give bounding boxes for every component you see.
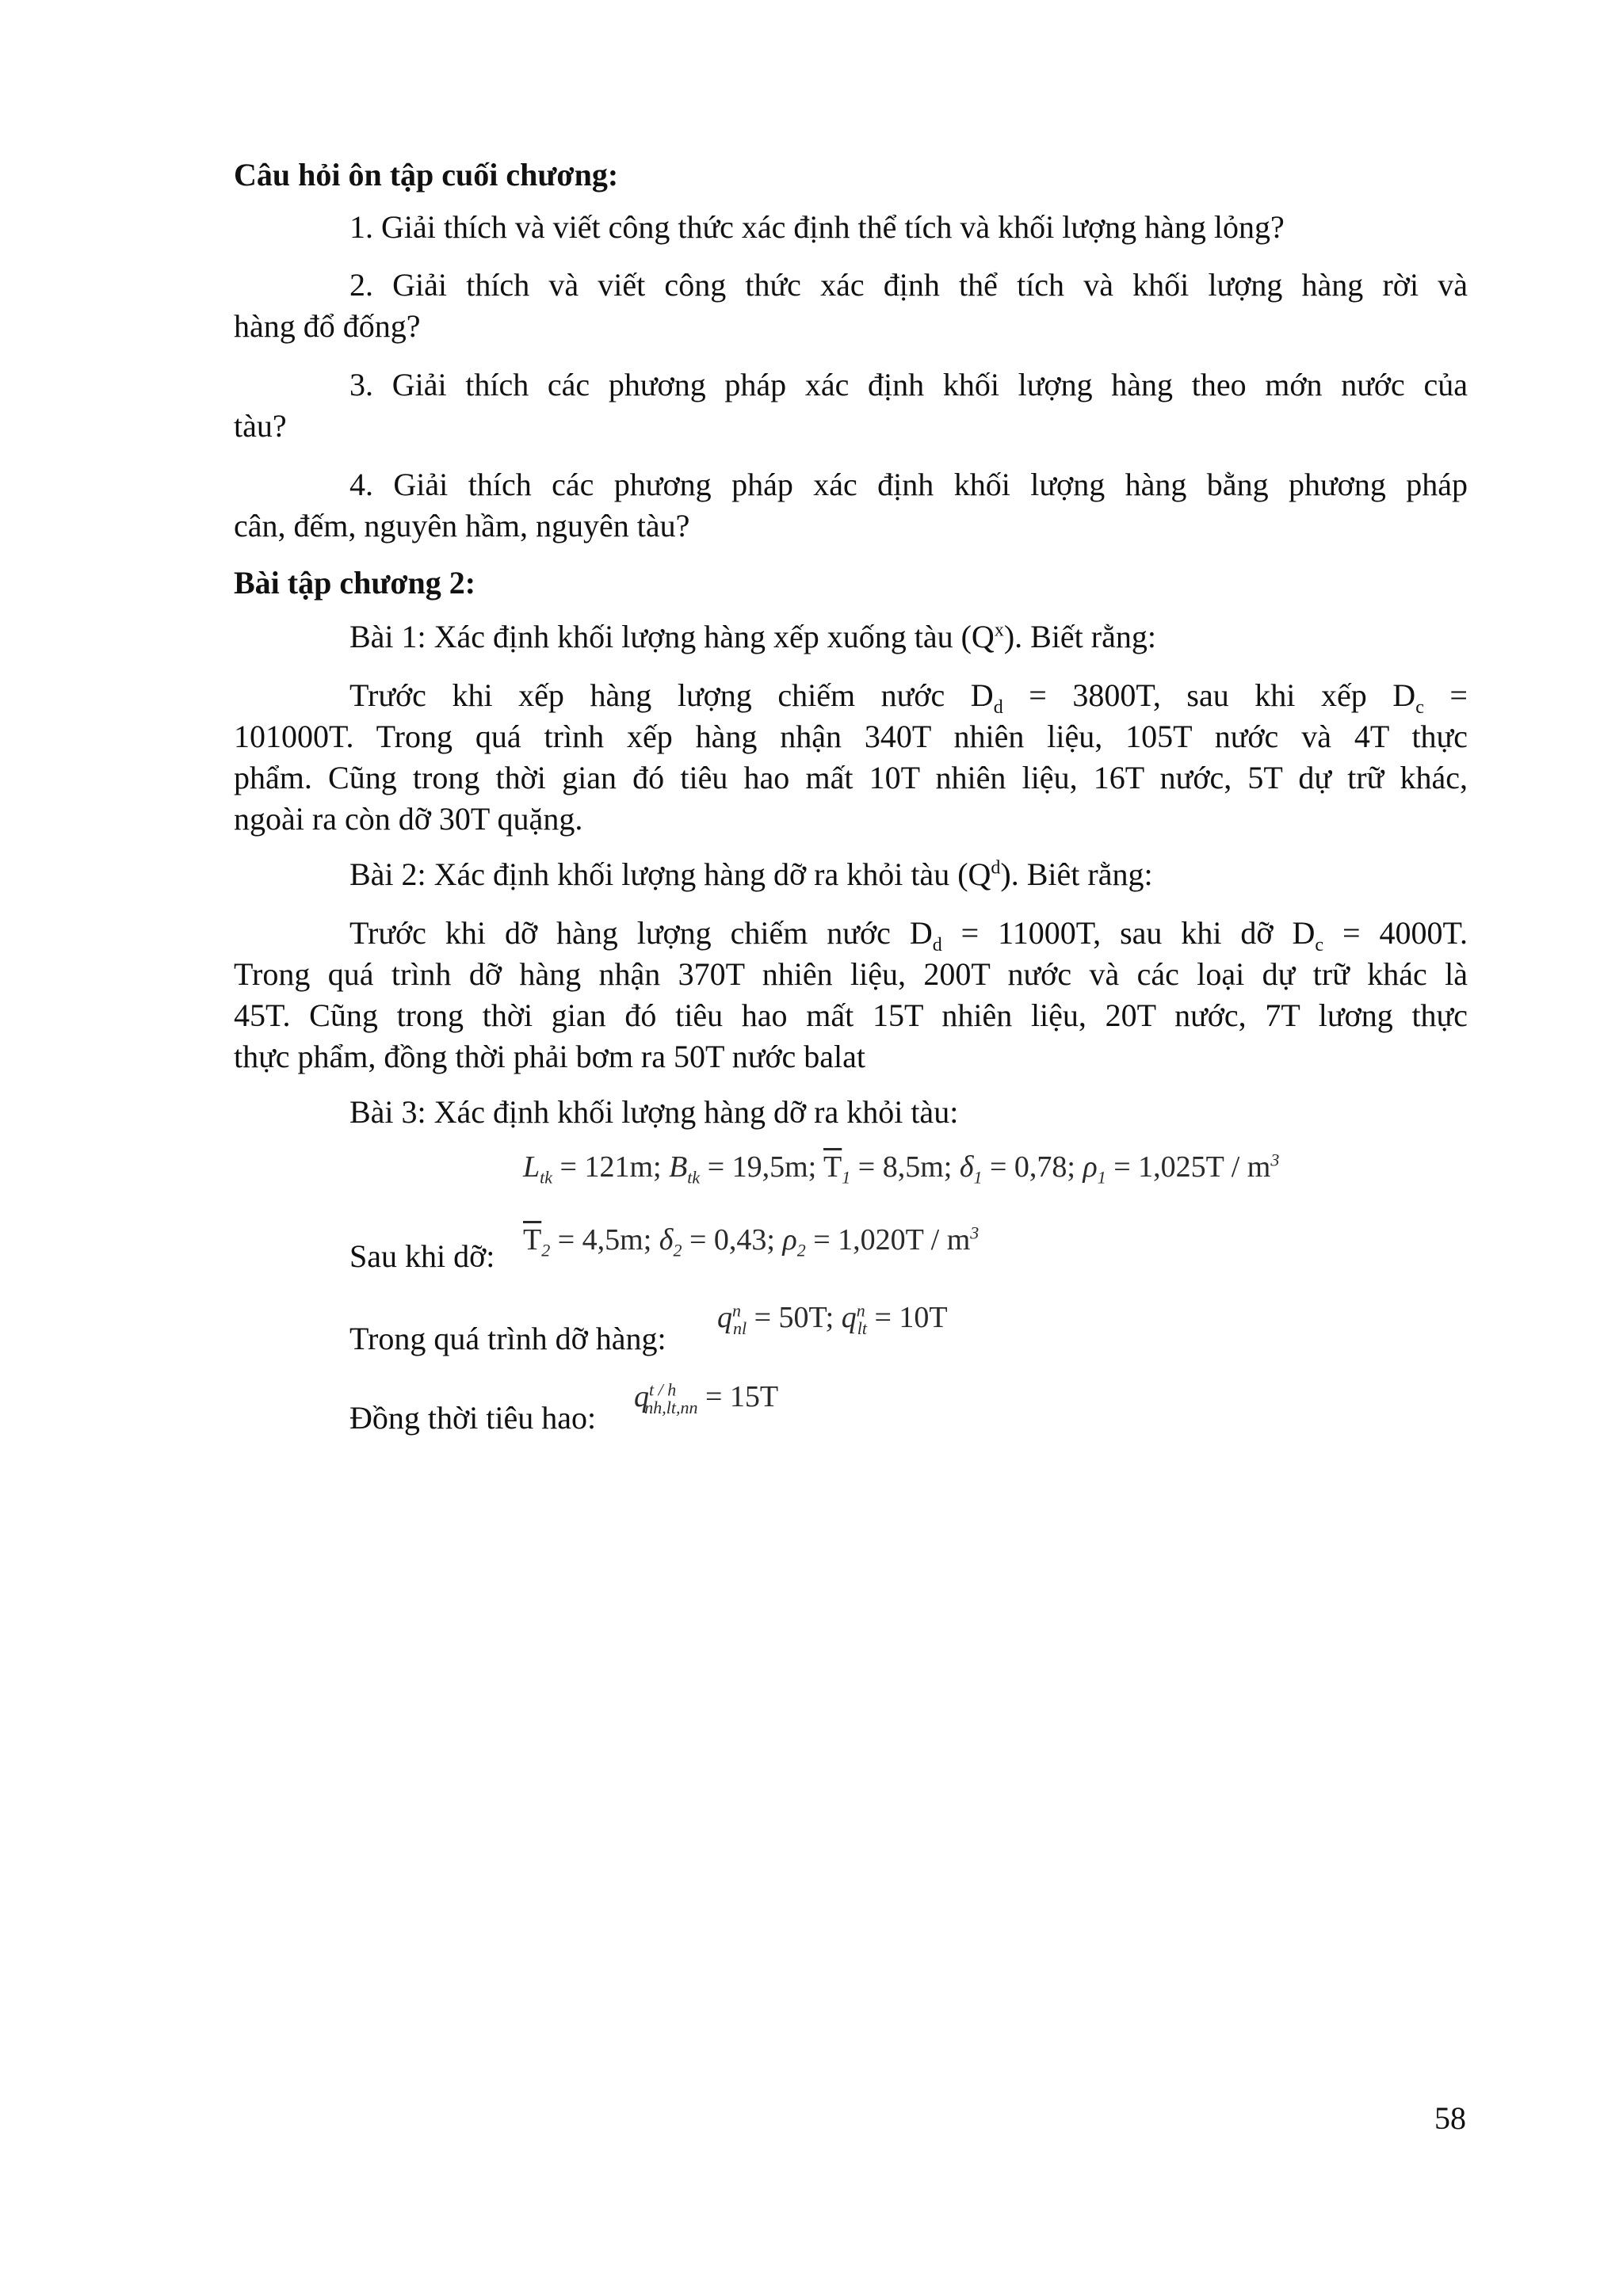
question-2-line-1: 2. Giải thích và viết công thức xác định thể tích và khối lượng hàng rời và <box>349 267 1468 303</box>
exercises-heading: Bài tập chương 2: <box>234 565 476 601</box>
question-1: 1. Giải thích và viết công thức xác định thể tích và khối lượng hàng lỏng? <box>349 209 1285 245</box>
equation-initial-state: $L_{tk} = 121m$; $B_{tk} = 19,5m$; $\overline{T}_1 = 8,5m$; $\delta_1 = 0,78$; $\rho_1 = 1,025T / m^3$ <box>523 1150 1280 1188</box>
equation-after-unloading: $\overline{T}_2 = 4,5m$; $\delta_2 = 0,43$; $\rho_2 = 1,020T / m^3$ <box>523 1222 980 1261</box>
during-unloading-label: Trong quá trình dỡ hàng: <box>349 1321 666 1356</box>
question-4-line-1: 4. Giải thích các phương pháp xác định khối lượng hàng bằng phương pháp <box>349 467 1468 502</box>
question-3-line-1: 3. Giải thích các phương pháp xác định khối lượng hàng theo mớn nước của <box>349 367 1468 402</box>
exercise-2-line-3: 45T. Cũng trong thời gian đó tiêu hao mất 15T nhiên liệu, 20T nước, 7T lương thực <box>234 997 1468 1033</box>
review-heading: Câu hỏi ôn tập cuối chương: <box>234 157 619 193</box>
exercise-2-line-2: Trong quá trình dỡ hàng nhận 370T nhiên liệu, 200T nước và các loại dự trữ khác là <box>234 956 1468 992</box>
equation-consumption: $q^{t / h}_{nh,lt,nn} = 15T$ <box>634 1379 779 1417</box>
question-2-line-2: hàng đổ đống? <box>234 308 421 344</box>
exercise-1-line-2: 101000T. Trong quá trình xếp hàng nhận 340T nhiên liệu, 105T nước và 4T thực <box>234 719 1468 754</box>
equation-received: $q^n_{nl} = 50T$; $q^n_{lt} = 10T$ <box>717 1300 948 1338</box>
exercise-2-title: Bài 2: Xác định khối lượng hàng dỡ ra khỏi tàu $(Q^d)$. Biêt rằng: <box>349 856 1153 892</box>
page-number: 58 <box>1434 2100 1466 2136</box>
exercise-1-line-1: Trước khi xếp hàng lượng chiếm nước $D_d = 3800T$, sau khi xếp $D_c$ = <box>349 677 1468 718</box>
question-4-line-2: cân, đếm, nguyên hầm, nguyên tàu? <box>234 508 690 543</box>
consumption-label: Đồng thời tiêu hao: <box>349 1400 597 1436</box>
question-3-line-2: tàu? <box>234 408 287 444</box>
after-unloading-label: Sau khi dỡ: <box>349 1238 495 1274</box>
exercise-1-line-4: ngoài ra còn dỡ 30T quặng. <box>234 801 583 837</box>
exercise-3-title: Bài 3: Xác định khối lượng hàng dỡ ra khỏi tàu: <box>349 1094 959 1130</box>
exercise-1-title: Bài 1: Xác định khối lượng hàng xếp xuống tàu $(Q^x)$. Biết rằng: <box>349 619 1156 654</box>
exercise-2-line-4: thực phẩm, đồng thời phải bơm ra 50T nước balat <box>234 1039 866 1074</box>
exercise-2-line-1: Trước khi dỡ hàng lượng chiếm nước $D_d = 11000T$, sau khi dỡ $D_c = 4000T$. <box>349 915 1468 955</box>
exercise-1-line-3: phẩm. Cũng trong thời gian đó tiêu hao mất 10T nhiên liệu, 16T nước, 5T dự trữ khác, <box>234 760 1468 795</box>
